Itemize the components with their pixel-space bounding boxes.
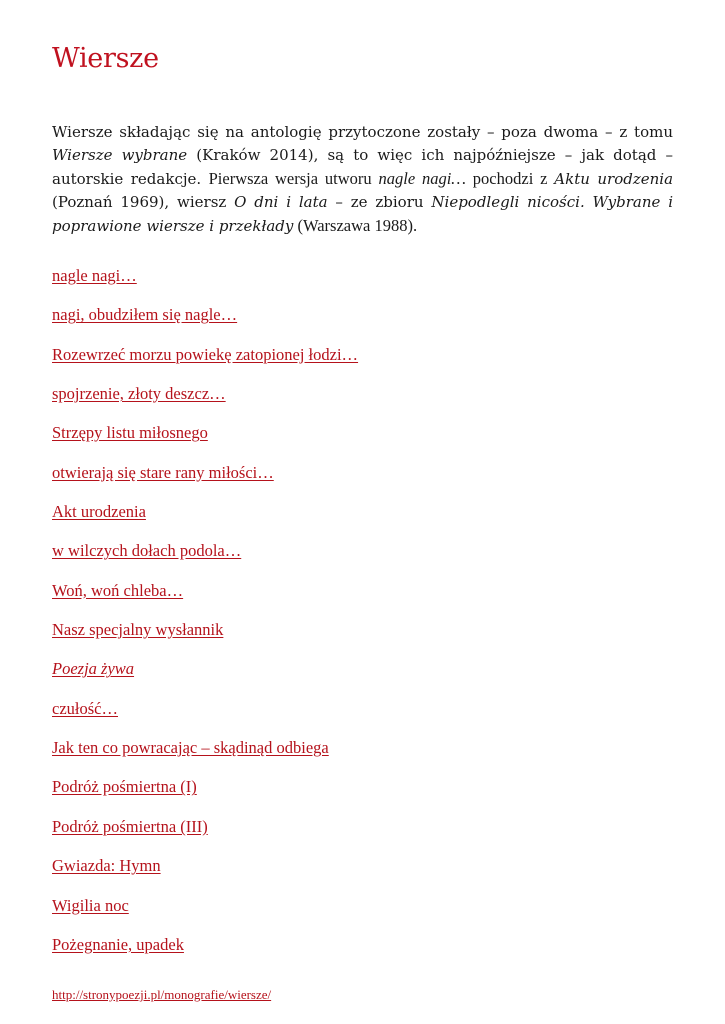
- intro-text: Wiersze składając się na antologię przytoczone zostały – poza dwoma – z tomu: [52, 123, 673, 141]
- list-item: [52, 856, 358, 895]
- poem-link[interactable]: spojrzenie, złoty deszcz…: [52, 384, 226, 404]
- list-item: [52, 463, 358, 502]
- source-url-link[interactable]: http://stronypoezji.pl/monografie/wiersze/: [52, 987, 272, 1002]
- page-title: Wiersze: [52, 43, 159, 74]
- intro-text: pochodzi z: [465, 169, 555, 188]
- intro-paragraph: [52, 121, 673, 238]
- intro-poem-title: nagle nagi…: [378, 169, 466, 188]
- list-item: [52, 777, 358, 816]
- poem-link[interactable]: Poezja żywa: [52, 659, 135, 679]
- list-item: [52, 738, 358, 777]
- intro-text: Pierwsza wersja utworu: [208, 169, 379, 188]
- poem-link[interactable]: Nasz specjalny wysłannik: [52, 620, 224, 640]
- poem-link[interactable]: Woń, woń chleba…: [52, 580, 184, 600]
- poem-link[interactable]: Podróż pośmiertna (I): [52, 777, 197, 797]
- poem-link[interactable]: Jak ten co powracając – skądinąd odbiega: [52, 738, 329, 758]
- list-item: [52, 345, 358, 384]
- list-item: [52, 266, 358, 305]
- list-item: [52, 581, 358, 620]
- poem-link[interactable]: Pożegnanie, upadek: [52, 934, 184, 954]
- intro-text: (Warszawa 1988).: [293, 216, 418, 235]
- intro-text: (Kraków 2014), są to więc ich najpóźniejsze – jak dotąd – autorskie redakcje.: [52, 146, 673, 188]
- list-item: [52, 659, 358, 698]
- intro-poem-title: O dni i lata: [234, 193, 328, 211]
- list-item: [52, 423, 358, 462]
- poem-list: [52, 266, 358, 974]
- poem-link[interactable]: nagi, obudziłem się nagle…: [52, 305, 238, 325]
- list-item: [52, 541, 358, 580]
- poem-link[interactable]: czułość…: [52, 698, 118, 718]
- poem-link[interactable]: Rozewrzeć morzu powiekę zatopionej łodzi…: [52, 344, 359, 364]
- list-item: [52, 620, 358, 659]
- list-item: [52, 305, 358, 344]
- intro-book-title: . Wybrane i poprawione wiersze i przekłady: [52, 193, 674, 235]
- poem-link[interactable]: Podróż pośmiertna (III): [52, 816, 208, 836]
- poem-link[interactable]: Wigilia noc: [52, 895, 129, 915]
- poem-link[interactable]: Strzępy listu miłosnego: [52, 423, 208, 443]
- poem-link[interactable]: w wilczych dołach podola…: [52, 541, 242, 561]
- poem-link[interactable]: Gwiazda: Hymn: [52, 856, 161, 876]
- intro-book-title: Aktu urodzenia: [554, 170, 674, 188]
- poem-link[interactable]: otwierają się stare rany miłości…: [52, 462, 274, 482]
- list-item: [52, 502, 358, 541]
- list-item: [52, 935, 358, 974]
- list-item: [52, 896, 358, 935]
- poem-link[interactable]: nagle nagi…: [52, 266, 137, 285]
- intro-text: – ze zbioru: [327, 193, 432, 211]
- intro-book-title: Niepodlegli nicości: [431, 193, 580, 211]
- poem-link[interactable]: Akt urodzenia: [52, 502, 146, 522]
- list-item: [52, 817, 358, 856]
- intro-book-title: Wiersze wybrane: [52, 146, 188, 164]
- list-item: [52, 384, 358, 423]
- list-item: [52, 699, 358, 738]
- intro-text: (Poznań 1969), wiersz: [52, 193, 235, 211]
